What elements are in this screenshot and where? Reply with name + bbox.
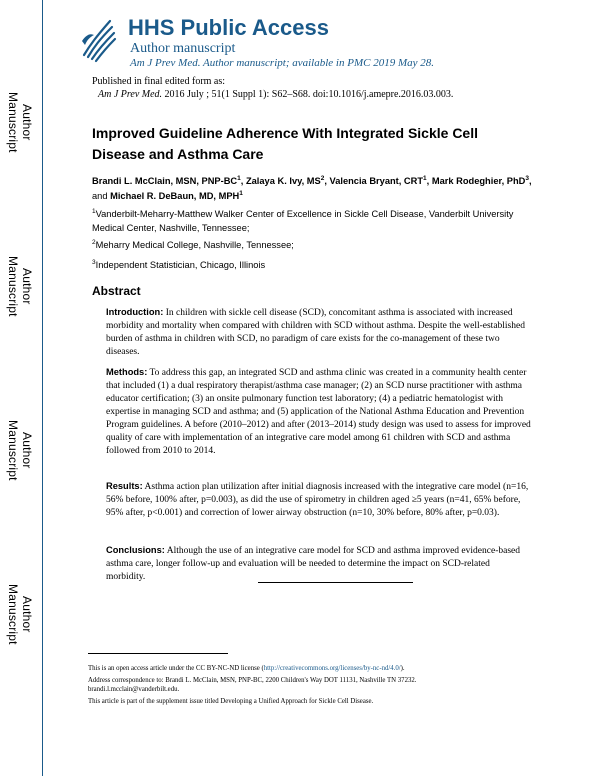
section-label: Results: — [106, 481, 143, 491]
section-text: Although the use of an integrative care model for SCD and asthma improved evidence-based asthma care, longer follow-up and evaluation will be needed to determine the impact on SCD-related morbidity. — [106, 546, 520, 582]
journal-availability-line — [130, 57, 434, 69]
abstract-heading: Abstract — [92, 284, 141, 298]
text-underline — [258, 582, 413, 583]
affiliation — [92, 207, 532, 235]
sidebar-label-author-manuscript: Author Manuscript — [6, 255, 34, 317]
footnote-supplement: This article is part of the supplement issue titled Developing a Unified Approach for Sickle Cell Disease. — [88, 698, 374, 705]
affiliation-number: 2 — [92, 238, 96, 246]
sidebar-label-author-manuscript: Author Manuscript — [6, 419, 34, 481]
hhs-eagle-logo-icon — [76, 15, 120, 65]
hhs-public-access-title: HHS Public Access — [128, 15, 329, 40]
author-affiliation-sup: 2 — [320, 174, 325, 182]
affiliation-text: Independent Statistician, Chicago, Illinois — [95, 260, 266, 270]
section-label: Methods: — [106, 367, 148, 377]
section-label: Conclusions: — [106, 545, 165, 555]
author-name: Brandi L. McClain, MSN, PNP-BC — [92, 176, 238, 186]
affiliation — [92, 258, 532, 272]
article-title: Improved Guideline Adherence With Integrated Sickle Cell Disease and Asthma Care — [92, 125, 478, 162]
published-label: Published in final edited form as: — [92, 76, 226, 87]
affiliation-number: 1 — [92, 207, 96, 215]
author-name: Mark Rodeghier, PhD — [431, 176, 526, 186]
author-manuscript-subtitle: Author manuscript — [130, 41, 236, 56]
footnote-rule — [88, 653, 228, 654]
journal-abbrev: Am J Prev Med. — [130, 57, 201, 69]
margin-rule — [42, 0, 43, 776]
affiliation — [92, 238, 532, 252]
abstract-conclusions — [106, 544, 531, 584]
affiliation-text: Vanderbilt-Meharry-Matthew Walker Center of Excellence in Sickle Cell Disease, Vanderbilt University Medical Center, Nashville, Tennessee; — [92, 209, 514, 233]
availability-text: Author manuscript; available in PMC 2019 May 28. — [203, 57, 434, 69]
author-conjunction: and — [92, 191, 108, 201]
author-affiliation-sup: 3 — [525, 174, 529, 182]
author-affiliation-sup: 1 — [239, 189, 243, 197]
section-label: Introduction: — [106, 307, 164, 317]
affiliation-number: 3 — [92, 258, 96, 266]
author-name: Valencia Bryant, CRT — [329, 176, 424, 186]
license-text-end: ). — [400, 665, 405, 672]
license-text: This is an open access article under the CC BY-NC-ND license ( — [88, 665, 264, 672]
author-affiliation-sup: 1 — [423, 174, 427, 182]
section-text: In children with sickle cell disease (SCD), concomitant asthma is associated with increased morbidity and mortality when compared with children with SCD without asthma. Despite the well-established burden of asthma in children with SCD, no paradigm of care exists for the co-management of these two diseases. — [106, 308, 525, 357]
sidebar-label-author-manuscript: Author Manuscript — [6, 91, 34, 153]
citation-details: 2016 July ; 51(1 Suppl 1): S62–S68. doi:10.1016/j.amepre.2016.03.003. — [164, 89, 454, 100]
citation-journal: Am J Prev Med. — [98, 89, 163, 100]
citation — [98, 89, 453, 100]
abstract-introduction — [106, 306, 531, 359]
abstract-methods — [106, 366, 531, 458]
affiliation-text: Meharry Medical College, Nashville, Tennessee; — [95, 240, 294, 250]
abstract-results — [106, 480, 531, 520]
author-name: Michael R. DeBaun, MD, MPH — [110, 191, 240, 201]
license-link[interactable]: http://creativecommons.org/licenses/by-nc-nd/4.0/ — [263, 665, 401, 672]
author-name: Zalaya K. Ivy, MS — [245, 176, 321, 186]
section-text: Asthma action plan utilization after initial diagnosis increased with the integrative care model (n=16, 56% before, 100% after, p=0.003), as did the use of spirometry in children aged ≥5 years (n=41, 65% before, 95% after, p<0.001) and correction of lower airway obstruction (n=10, 30% before, 80% after, p=0.03). — [106, 482, 529, 518]
author-affiliation-sup: 1 — [237, 174, 241, 182]
author-list: Brandi L. McClain, MSN, PNP-$BC^1$, Zalaya K. Ivy, $MS^2$, Valencia Bryant, CRT$^1$, Mark Rodeghier, PhD$^3$, and Michael R. DeBaun, MD, MPH$^1$ — [92, 174, 532, 201]
footnote-license — [88, 664, 538, 673]
footnote-correspondence: Address correspondence to: Brandi L. McClain, MSN, PNP-BC, 2200 Children's Way DOT 11131, Nashville TN 37232. brandi.l.mcclain@vanderbilt.edu. — [88, 677, 417, 693]
section-text: To address this gap, an integrated SCD and asthma clinic was created in a community health center that included (1) a dual respiratory therapist/asthma case manager; (2) an SCD nurse practitioner with asthma educator certification; (3) an onsite pulmonary function test laboratory; (4) a pediatric hematologist with expertise in managing SCD and asthma; and (5) application of the National Asthma Education and Prevention Program guidelines. A before (2010–2012) and after (2013–2014) study design was used to assess for improved quality of care with implementation of an integrative care model among 61 children with SCD and asthma followed from 2010 to 2014. — [106, 368, 531, 456]
sidebar-label-author-manuscript: Author Manuscript — [6, 583, 34, 645]
